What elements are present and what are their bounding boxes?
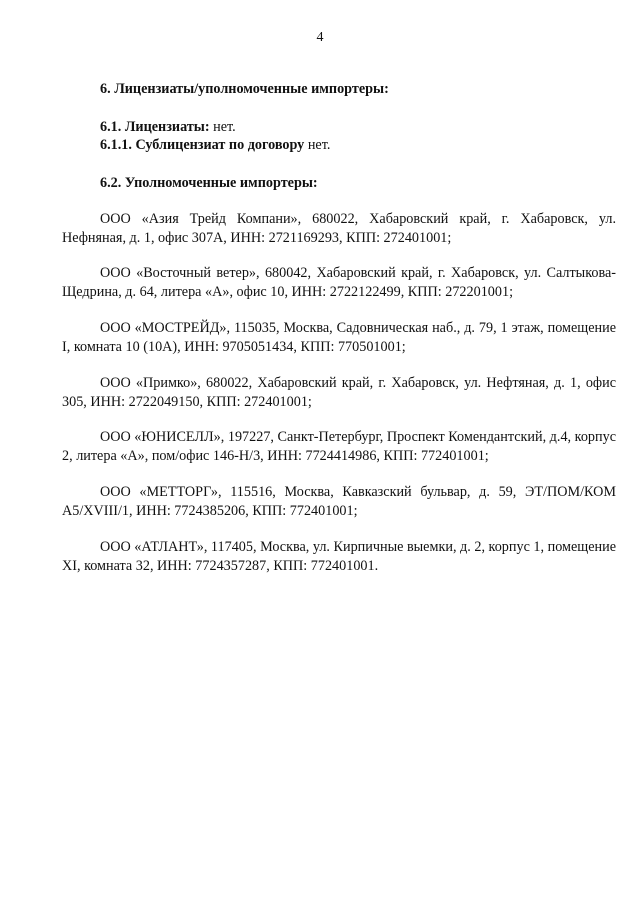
importer-entry: ООО «Азия Трейд Компани», 680022, Хабаровский край, г. Хабаровск, ул. Нефняная, д. 1, офис 307А, ИНН: 2721169293, КПП: 272401001; (62, 211, 616, 246)
sublicensee-value: нет. (307, 137, 331, 153)
page-number: 4 (316, 30, 324, 45)
importer-entry: ООО «ЮНИСЕЛЛ», 197227, Санкт-Петербург, Проспект Комендантский, д.4, корпус 2, литера «А», пом/офис 146-Н/3, ИНН: 7724414986, КПП: 772401001; (62, 429, 616, 464)
importer-entry: ООО «МОСТРЕЙД», 115035, Москва, Садовническая наб., д. 79, 1 этаж, помещение I, комната 10 (10А), ИНН: 9705051434, КПП: 770501001; (62, 320, 616, 355)
importer-entry: ООО «АТЛАНТ», 117405, Москва, ул. Кирпичные выемки, д. 2, корпус 1, помещение XI, комната 32, ИНН: 7724357287, КПП: 772401001. (62, 539, 617, 574)
importers-title: 6.2. Уполномоченные импортеры: (100, 174, 318, 191)
importer-entry: ООО «Восточный ветер», 680042, Хабаровский край, г. Хабаровск, ул. Салтыкова-Щедрина, д. 64, литера «А», офис 10, ИНН: 2722122499, КПП: 272201001; (62, 265, 616, 300)
licensees-value: нет. (213, 118, 236, 135)
section-title: 6. Лицензиаты/уполномоченные импортеры: (100, 81, 389, 97)
sublicensee-line (100, 136, 616, 155)
importer-entry: ООО «МЕТТОРГ», 115516, Москва, Кавказский бульвар, д. 59, ЭТ/ПОМ/КОМ А5/XVIII/1, ИНН: 7724385206, КПП: 772401001; (62, 484, 616, 519)
licensees-line (100, 118, 616, 137)
sublicensee-label: 6.1.1. Сублицензиат по договору (100, 137, 305, 153)
document-body (62, 80, 616, 575)
importer-entry: ООО «Примко», 680022, Хабаровский край, г. Хабаровск, ул. Нефтяная, д. 1, офис 305, ИНН: 2722049150, КПП: 272401001; (62, 375, 616, 410)
licensees-label: 6.1. Лицензиаты: (100, 118, 210, 135)
